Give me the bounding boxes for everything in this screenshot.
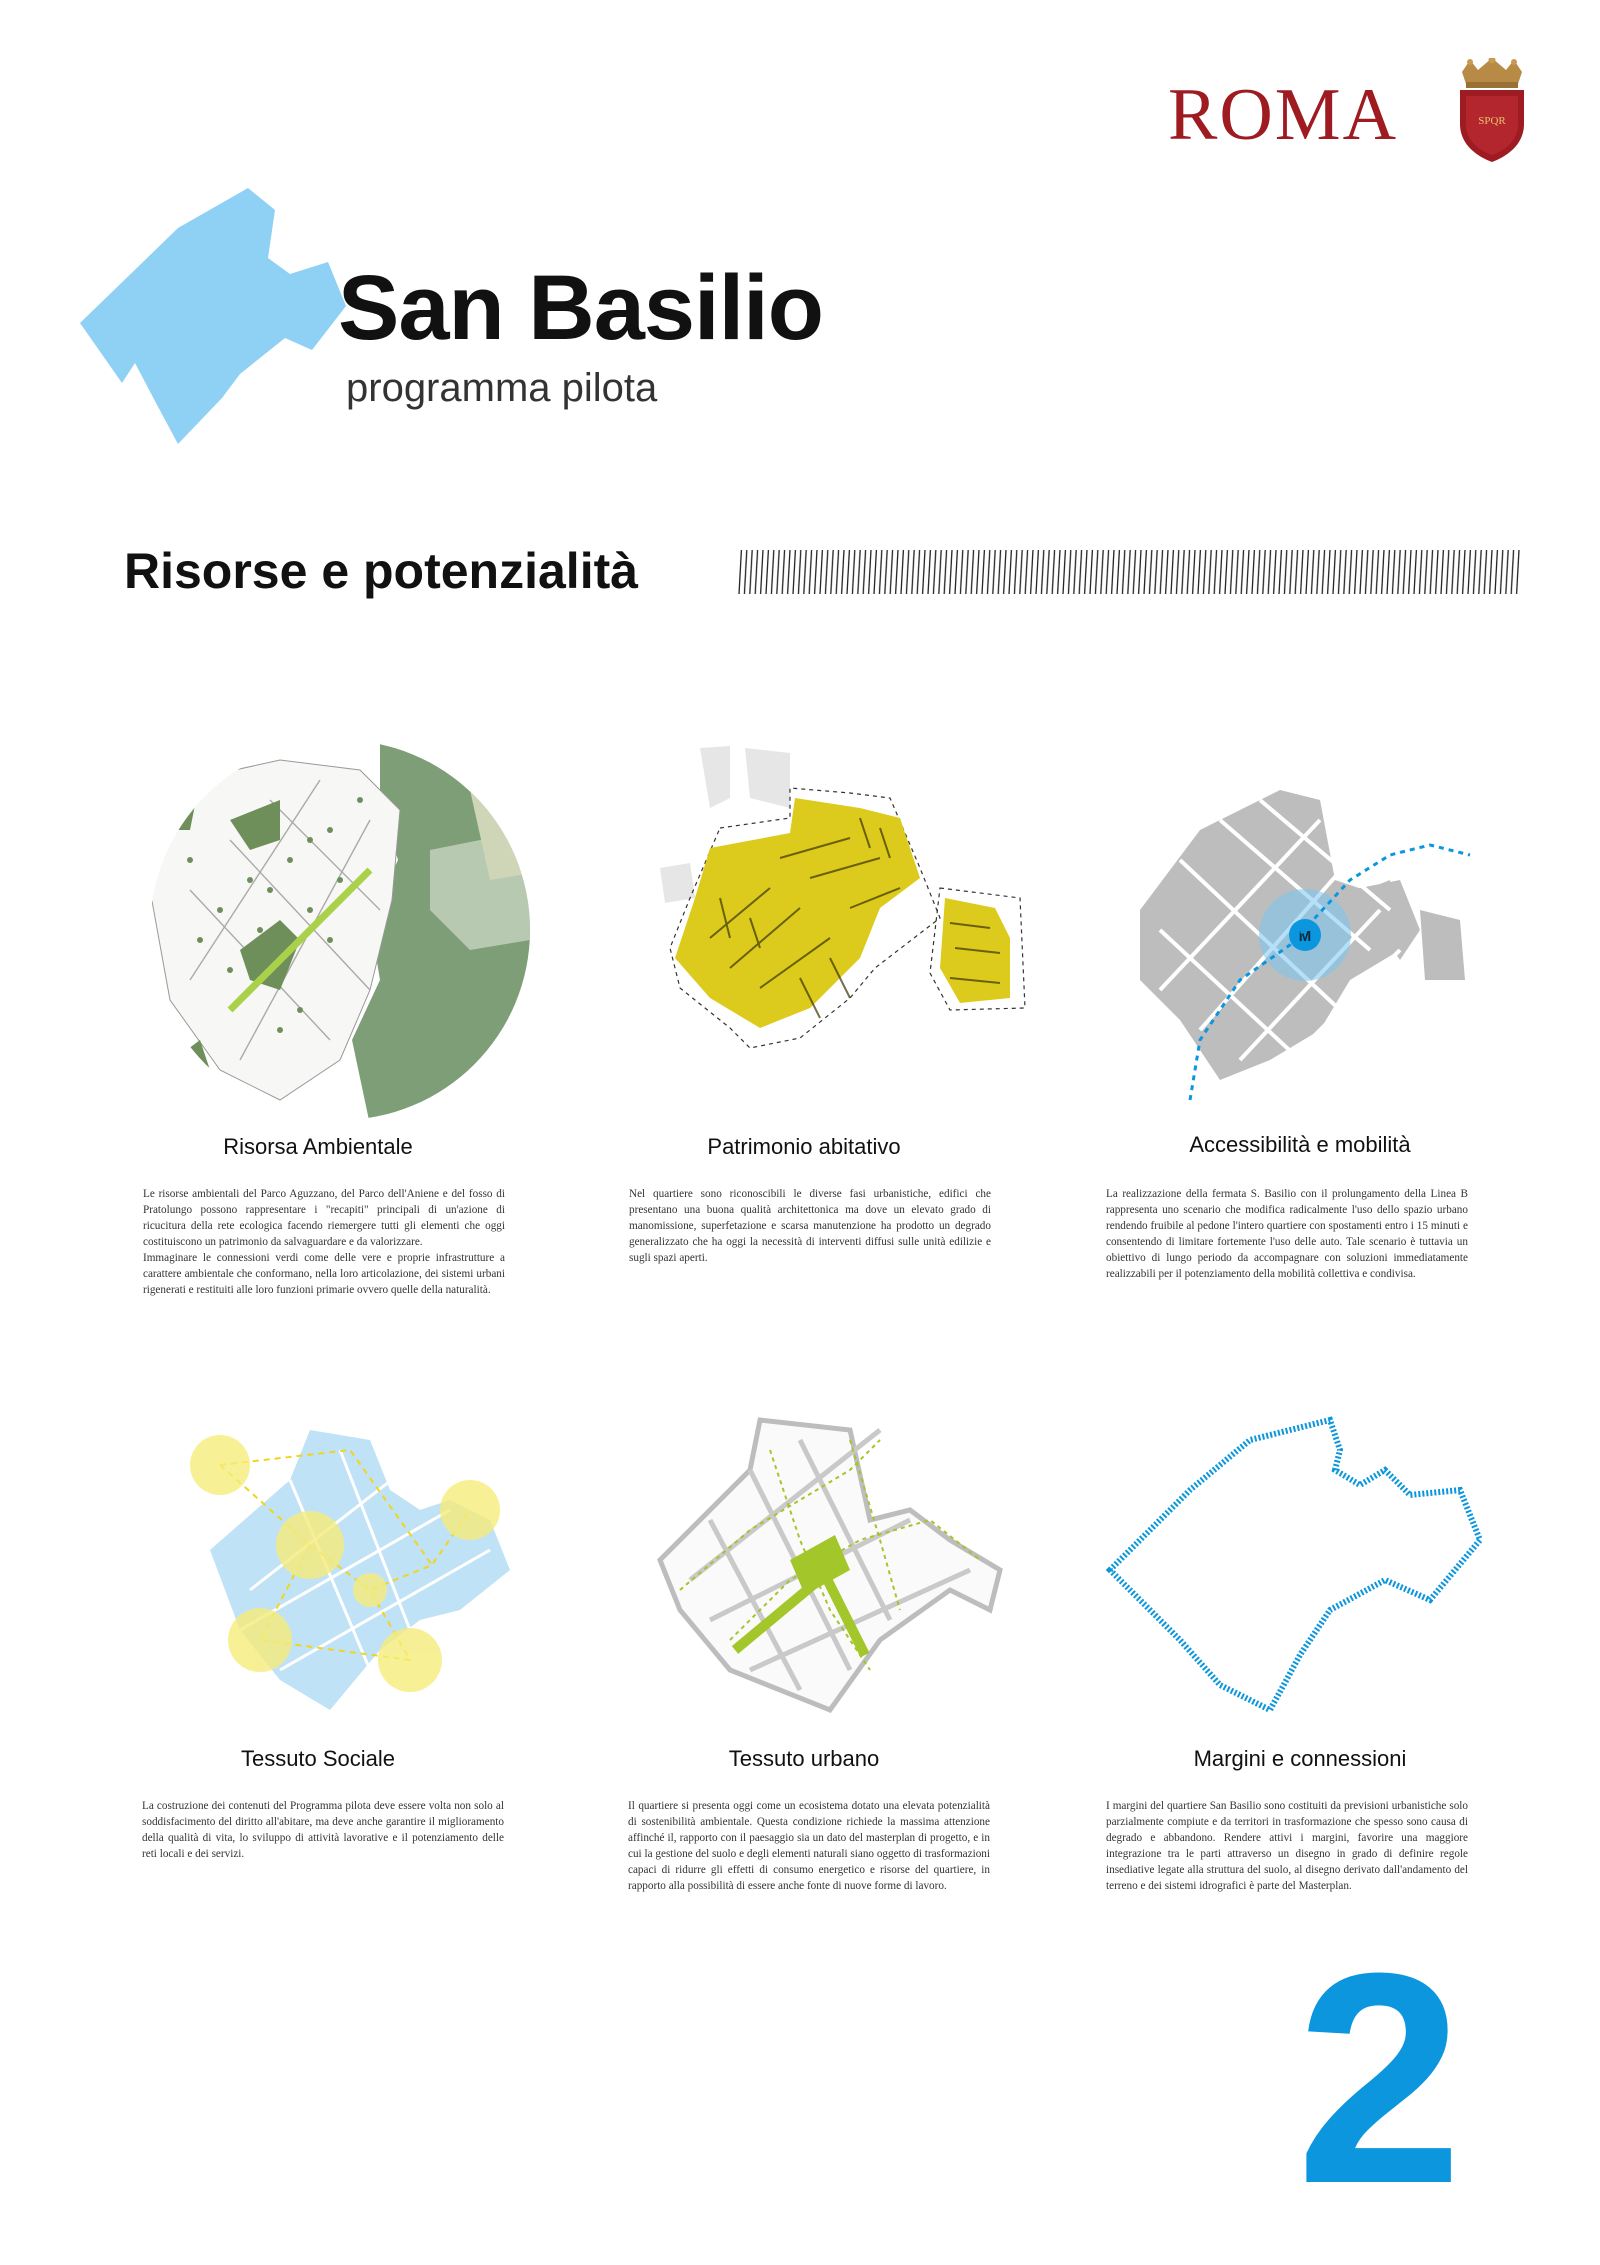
svg-text:SPQR: SPQR [1478,115,1506,127]
page-title: San Basilio [338,257,823,359]
card-text-paragraph: Immaginare le connessioni verdi come delle vere e proprie infrastrutture a carattere ambientale che conformano, nella loro articolazione, dei sistemi urbani rigenerati e restituiti alle loro funzioni primarie ovvero quelle della naturalità. [143,1252,505,1296]
card-text-risorsa-ambientale [143,1186,505,1298]
card-title-patrimonio-abitativo: Patrimonio abitativo [707,1134,901,1159]
card-title-margini-connessioni: Margini e connessioni [1193,1746,1407,1771]
urban-fabric-map [650,1410,1010,1720]
card-title-tessuto-urbano: Tessuto urbano [728,1746,880,1771]
environment-map [130,740,550,1125]
card-title-accessibilita-mobilita: Accessibilità e mobilità [1189,1132,1411,1157]
page-subtitle: programma pilota [346,366,658,410]
card-title-risorsa-ambientale: Risorsa Ambientale [223,1134,413,1159]
card-text-tessuto-urbano: Il quartiere si presenta oggi come un ecosistema dotato una elevata potenzialità di sostenibilità ambientale. Questa condizione richiede la massima attenzione affinché il, rapporto con il paesaggio sia un dato del masterplan di progetto, e in cui la gestione del suolo e degli elementi naturali siano oggetto di trasformazioni capaci di ridurre gli effetti di consumo energetico e risorse del quartiere, in rapporto alla possibilità di essere anche fonte di nuove forme di lavoro. [628,1800,990,1892]
section-title: Risorse e potenzialità [124,543,639,599]
metro-label: M [1298,928,1312,945]
mobility-map [1120,780,1480,1110]
page-number: 2 [1296,1910,1463,2246]
card-title-tessuto-sociale: Tessuto Sociale [240,1746,396,1771]
hatch-divider [738,550,1520,594]
card-text-accessibilita-mobilita: La realizzazione della fermata S. Basilio con il prolungamento della Linea B rappresenta uno scenario che modifica radicalmente l'uso dello spazio urbano rendendo fruibile al pedone l'intero quartiere con spostamenti entro i 15 minuti e consentendo di limitare fortemente l'uso delle auto. Tale scenario è tuttavia un obiettivo di lungo periodo da accompagnare con soluzioni immediatamente realizzabili per il potenziamento della mobilità collettiva e condivisa. [1106,1188,1468,1280]
roma-crest-icon [1452,58,1532,162]
housing-map [650,738,1030,1068]
margins-map [1100,1410,1490,1720]
card-text-paragraph: Le risorse ambientali del Parco Aguzzano, del Parco dell'Aniene e del fosso di Pratolungo possono rappresentare i "recapiti" principali di un'azione di ricucitura della rete ecologica facendo riemergere tutti gli elementi che oggi costituiscono un patrimonio da salvaguardare e da valorizzare. [143,1188,505,1248]
roma-wordmark: ROMA [1168,74,1399,156]
card-text-patrimonio-abitativo: Nel quartiere sono riconoscibili le diverse fasi urbanistiche, edifici che presentano una buona qualità architettonica ma dove un elevato grado di manomissione, superfetazione e scarsa manutenzione ha prodotto un degrado generalizzato che ha oggi la necessità di interventi diffusi sulle unità edilizie e sugli spazi aperti. [629,1188,991,1264]
social-map [190,1410,530,1730]
card-text-tessuto-sociale: La costruzione dei contenuti del Programma pilota deve essere volta non solo al soddisfacimento del diritto all'abitare, ma deve anche garantire il miglioramento della qualità di vita, lo sviluppo di attività lavorative e il potenziamento delle reti locali e dei servizi. [142,1800,504,1860]
card-text-margini-connessioni: I margini del quartiere San Basilio sono costituiti da previsioni urbanistiche solo parzialmente compiute e da territori in trasformazione che spesso sono causa di degrado e abbandono. Rendere attivi i margini, favorire una maggiore integrazione tra le parti attraverso un disegno in grado di definire regole insediative legate alla struttura del suolo, al disegno derivato dall'andamento del terreno e dei sistemi idrografici è parte del Masterplan. [1106,1800,1468,1892]
